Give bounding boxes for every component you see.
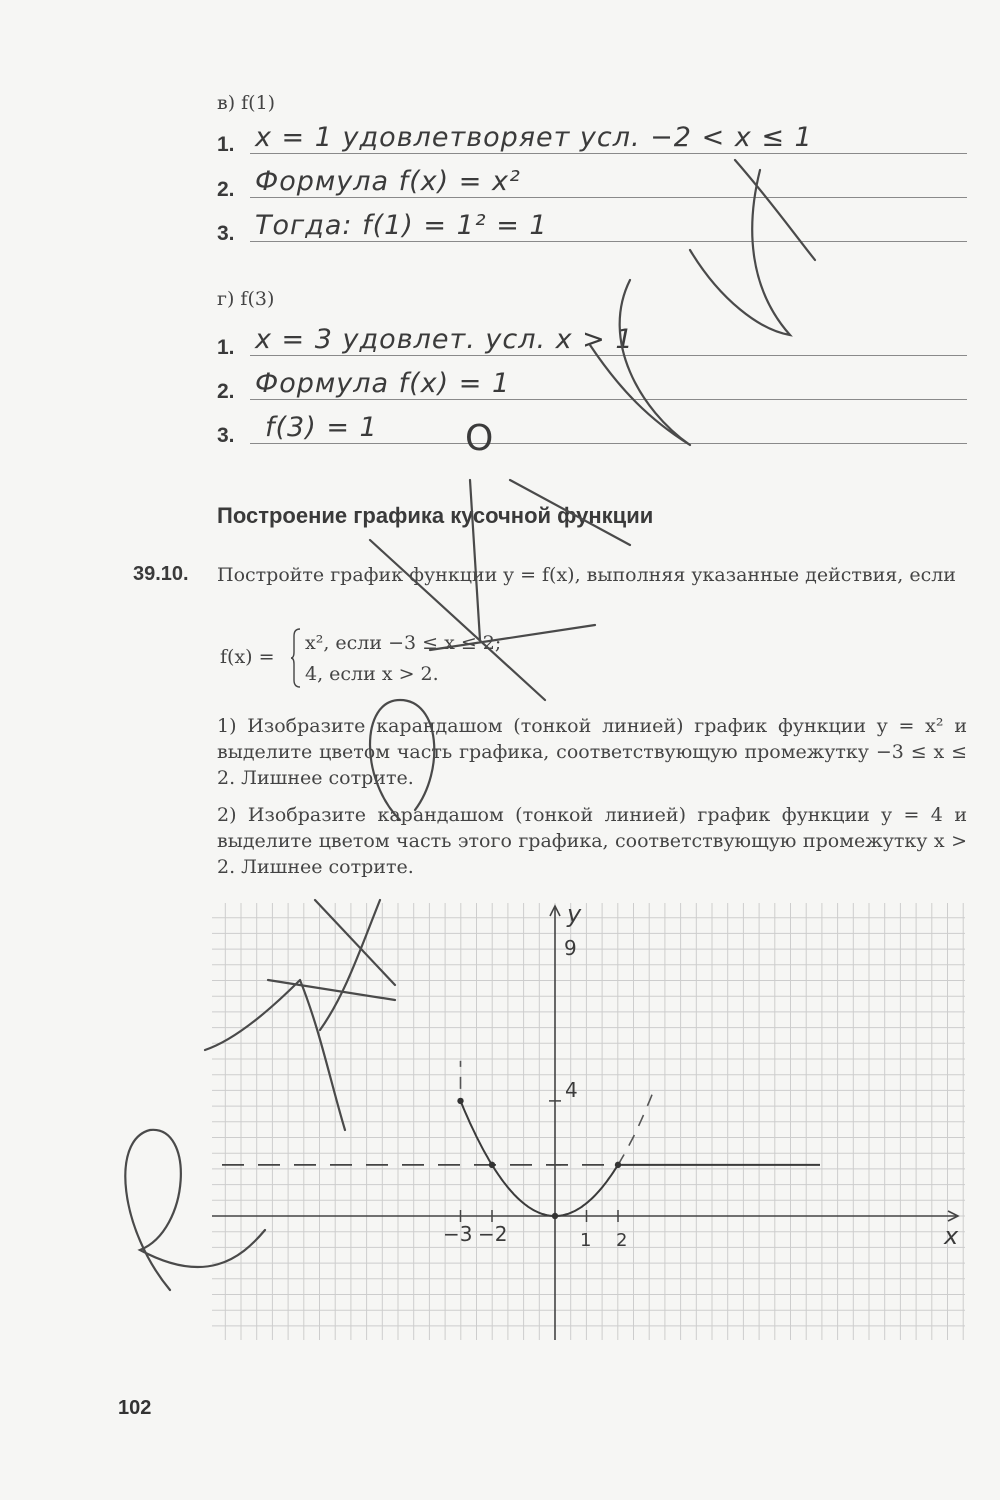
handwritten-answer: Тогда: f(1) = 1² = 1 <box>255 210 548 241</box>
watermark-stroke <box>370 700 434 820</box>
line-number: 3. <box>217 424 235 447</box>
graph-point <box>457 1098 463 1104</box>
y-tick-label: 9 <box>564 936 577 960</box>
line-number: 2. <box>217 380 235 403</box>
task-intro: Постройте график функции y = f(x), выполняя указанные действия, если <box>217 564 956 586</box>
handwritten-answer: Формула f(x) = 1 <box>255 368 511 399</box>
curves <box>222 1061 820 1219</box>
x-axis-label: x <box>944 1222 959 1250</box>
y-tick-label: 4 <box>565 1078 578 1102</box>
axes <box>212 906 958 1340</box>
formula-lhs: f(x) = <box>220 646 275 668</box>
graph-point <box>615 1162 621 1168</box>
formula-case-1: x², если −3 ≤ x ≤ 2; <box>305 632 502 654</box>
parabola-dashed <box>618 1093 653 1165</box>
x-tick-label: −2 <box>478 1222 508 1246</box>
x-tick-label: 1 <box>580 1230 592 1251</box>
watermark-stroke <box>268 900 395 1000</box>
handwritten-answer: x = 1 удовлетворяет усл. −2 < x ≤ 1 <box>255 122 813 153</box>
part-v-label: в) f(1) <box>217 92 276 114</box>
watermark-stroke <box>205 900 380 1130</box>
x-tick-label: −3 <box>443 1222 473 1246</box>
task-step-1: 1) Изобразите карандашом (тонкой линией) график функции y = x² и выделите цветом часть графика, соответствующую промежутку −3 ≤ x ≤ 2. Лишнее сотрите. <box>217 715 967 789</box>
watermark-stroke <box>690 160 815 335</box>
grid-lines <box>212 903 965 1340</box>
section-heading: Построение графика кусочной функции <box>217 503 654 528</box>
y-axis-label: y <box>567 900 582 928</box>
graph-point <box>489 1162 495 1168</box>
page-number: 102 <box>118 1397 152 1419</box>
line-number: 3. <box>217 222 235 245</box>
handwritten-answer: f(3) = 1 <box>265 412 378 443</box>
handwritten-answer: x = 3 удовлет. усл. x > 1 <box>255 324 634 355</box>
graph-point <box>552 1213 558 1219</box>
part-g-label: г) f(3) <box>217 288 275 310</box>
formula-case-2: 4, если x > 2. <box>305 663 439 685</box>
handwritten-answer: Формула f(x) = x² <box>255 166 521 197</box>
task-number: 39.10. <box>133 563 189 585</box>
task-step-2: 2) Изобразите карандашом (тонкой линией) график функции y = 4 и выделите цветом часть этого графика, соответствующую промежутку x > 2. Лишнее сотрите. <box>217 804 967 878</box>
watermark-stroke <box>125 1130 265 1290</box>
line-number: 1. <box>217 133 235 156</box>
x-tick-label: 2 <box>616 1230 628 1251</box>
line-number: 2. <box>217 178 235 201</box>
line-number: 1. <box>217 336 235 359</box>
watermark-stroke <box>370 480 630 700</box>
watermark-stroke <box>590 280 690 445</box>
stamp-letter: О <box>465 418 495 459</box>
